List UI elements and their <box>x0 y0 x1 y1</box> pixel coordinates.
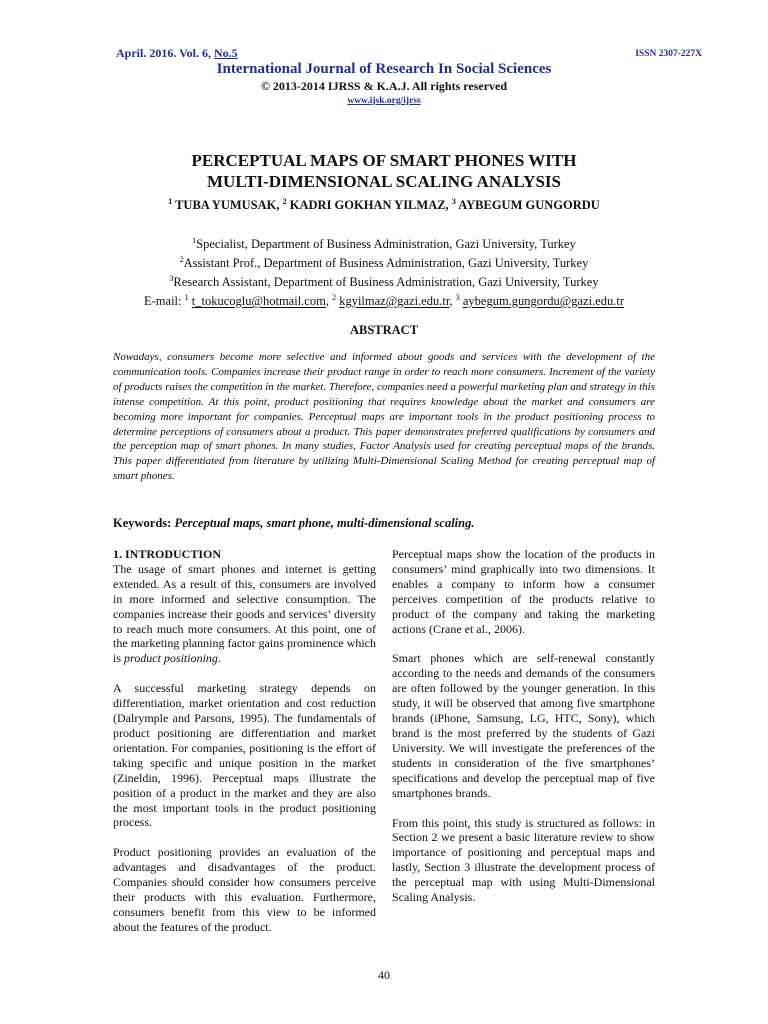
intro-paragraph-1-italic: product positioning <box>124 651 218 666</box>
keywords <box>113 516 673 531</box>
keywords-label: Keywords: <box>113 516 172 530</box>
email-3-number: 3 <box>455 293 460 303</box>
author-3-number: 3 <box>451 197 456 206</box>
intro-paragraph-1 <box>113 562 376 666</box>
affiliation-3 <box>0 271 768 290</box>
email-3-link[interactable]: aybegum.gungordu@gazi.edu.tr <box>462 294 624 309</box>
title-line-2: MULTI-DIMENSIONAL SCALING ANALYSIS <box>207 172 561 191</box>
title-line-1: PERCEPTUAL MAPS OF SMART PHONES WITH <box>191 151 577 170</box>
affiliation-2-text: Assistant Prof., Department of Business Administration, Gazi University, Turkey <box>183 256 589 271</box>
keywords-value: Perceptual maps, smart phone, multi-dimensional scaling. <box>174 516 475 530</box>
author-list <box>0 197 768 213</box>
email-2-number: 2 <box>332 293 337 303</box>
issue-number-link[interactable]: No.5 <box>214 46 238 60</box>
left-column <box>113 547 376 935</box>
paper-title <box>0 150 768 192</box>
issue-prefix: April. 2016. Vol. 6, <box>116 46 215 60</box>
affiliation-1-number: 1 <box>192 236 197 245</box>
abstract-heading: ABSTRACT <box>349 323 419 337</box>
right-column <box>392 547 655 905</box>
author-3-name: AYBEGUM GUNGORDU <box>458 198 600 213</box>
email-1-link[interactable]: t_tokucoglu@hotmail.com <box>191 294 326 309</box>
abstract-text: Nowadays, consumers become more selective and informed about goods and services with the development of the communication tools. Companies increase their product range in order to reach more consumers. Increment of the variety of products raises the competition in the market. Therefore, companies need a powerful marketing plan and strategy in this intense competition. At this point, product positioning that requires knowledge about the market and consumers are becoming more important for companies. Perceptual maps are important tools in the product positioning process to determine perceptions of consumers about a product. This paper demonstrates preferred qualifications by consumers and the perception map of smart phones. In many studies, Factor Analysis used for creating perceptual maps of the brands. This paper differentiated from literature by utilizing Multi-Dimensional Scaling Method for creating perceptual map of smart phones. <box>113 351 655 483</box>
email-2-link[interactable]: kgyilmaz@gazi.edu.tr <box>339 294 450 309</box>
email-line: E-mail: $^1$ t_tokucoglu@hotmail.com, $^2$ kgyilmaz@gazi.edu.tr, $^3$ aybegum.gungordu@gazi.edu.tr <box>144 293 624 309</box>
journal-name: International Journal of Research In Social Sciences <box>216 61 552 77</box>
affiliation-3-text: Research Assistant, Department of Business Administration, Gazi University, Turkey <box>173 275 599 290</box>
issn: ISSN 2307-227X <box>635 49 702 59</box>
copyright: © 2013-2014 IJRSS & K.A.J. All rights reserved <box>260 79 508 93</box>
section-heading-introduction: 1. INTRODUCTION <box>113 547 222 561</box>
affiliations <box>0 233 768 310</box>
author-1-name: TUBA YUMUSAK, <box>175 198 280 213</box>
intro-paragraph-1-text: The usage of smart phones and internet is getting extended. As a result of this, consumers are involved in more informed and selective consumption. The companies increase their goods and services’ diversity to reach much more consumers. At this point, one of the marketing planning factor gains prominence which is <box>113 561 376 666</box>
affiliation-1 <box>0 233 768 252</box>
website-link[interactable]: www.ijsk.org/ijrss <box>347 96 421 106</box>
page-number: 40 <box>378 968 390 982</box>
intro-paragraph-4: Perceptual maps show the location of the products in consumers’ mind graphically into two dimensions. It enables a company to inform how a consumer perceives competition of the products relative to product of the company and taking the marketing actions (Crane et al., 2006). <box>392 547 655 636</box>
author-1-number: 1 <box>168 197 173 206</box>
affiliation-2 <box>0 252 768 271</box>
intro-paragraph-5: Smart phones which are self-renewal constantly according to the needs and demands of the consumers are often followed by the younger generation. In this study, it will be observed that among five smartphone brands (iPhone, Samsung, LG, HTC, Sony), which brand is the most preferred by the students of Gazi University. We will investigate the preferences of the students in consideration of the five smartphones’ specifications and develop the perceptual map of five smartphones brands. <box>392 651 655 800</box>
intro-paragraph-2: A successful marketing strategy depends on differentiation, market orientation and cost reduction (Dalrymple and Parsons, 1995). The fundamentals of product positioning are differentiation and market orientation. For companies, positioning is the effort of taking specific and unique position in the market (Zineldin, 1996). Perceptual maps illustrate the position of a product in the market and they are also the most important tools in the product positioning process. <box>113 681 376 830</box>
affiliation-3-number: 3 <box>169 274 174 284</box>
issue-info <box>116 46 238 61</box>
intro-paragraph-6: From this point, this study is structured as follows: in Section 2 we present a basic literature review to show importance of positioning and perceptual maps and lastly, Section 3 illustrate the development process of the perceptual map with using Multi-Dimensional Scaling Analysis. <box>392 815 655 905</box>
email-label: E-mail: <box>144 294 182 309</box>
affiliation-1-text: Specialist, Department of Business Administration, Gazi University, Turkey <box>196 237 576 252</box>
author-2-number: 2 <box>282 197 287 206</box>
email-1-number: 1 <box>184 293 189 303</box>
affiliation-2-number: 2 <box>179 255 184 265</box>
intro-paragraph-1-end: . <box>217 651 221 666</box>
author-2-name: KADRI GOKHAN YILMAZ, <box>289 198 449 213</box>
intro-paragraph-3: Product positioning provides an evaluation of the advantages and disadvantages of the product. Companies should consider how consumers perceive their products with this evaluation. Furthermore, consumers benefit from this view to be informed about the features of the product. <box>113 845 376 934</box>
